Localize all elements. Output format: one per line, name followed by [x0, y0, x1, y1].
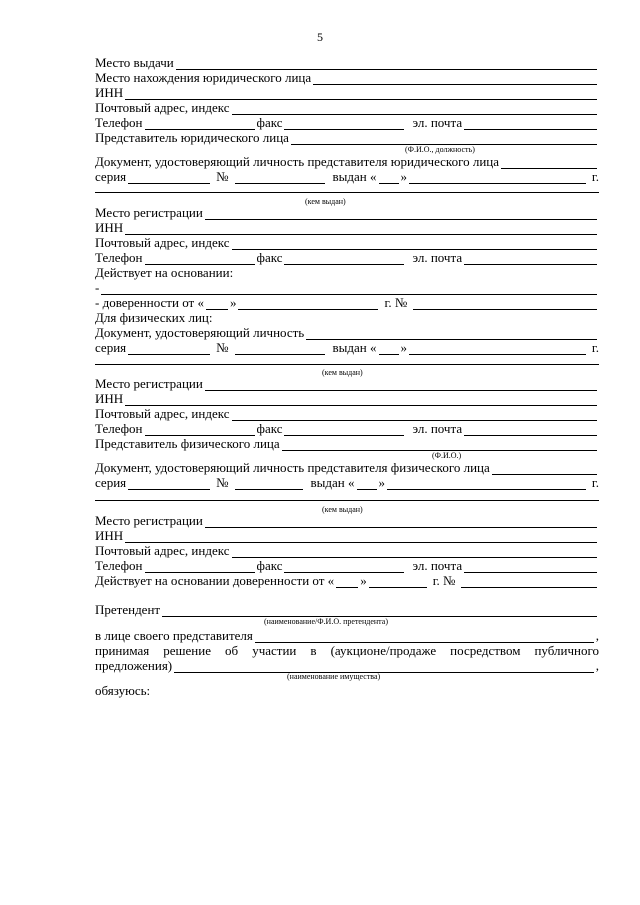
phone-field[interactable]: [145, 119, 255, 130]
ind-fax-field[interactable]: [284, 425, 404, 436]
ind-poa-label: Действует на основании доверенности от «: [95, 573, 335, 588]
email-field[interactable]: [464, 119, 597, 130]
ind-phone2-field[interactable]: [145, 562, 255, 573]
ind-postal-row: [95, 407, 599, 421]
ind-poa-number-field[interactable]: [461, 577, 597, 588]
representative-label: Представитель юридического лица: [95, 130, 289, 145]
ind-series-field[interactable]: [128, 344, 210, 355]
undertake-label: обязуюсь:: [95, 683, 151, 698]
ind-rep-label: Представитель физического лица: [95, 436, 280, 451]
ind-issued-day-field[interactable]: [379, 344, 399, 355]
page-number: 5: [317, 30, 323, 44]
rep-caption: (Ф.И.О., должность): [405, 145, 475, 154]
issued-label: выдан «: [332, 169, 377, 184]
ind-series2-field[interactable]: [128, 479, 210, 490]
ind-issued-close: »: [400, 340, 408, 355]
ind-phone-field[interactable]: [145, 425, 255, 436]
place-of-issue-label: Место выдачи: [95, 55, 174, 70]
ind-postal2-row: [95, 544, 599, 558]
applicant-caption: (наименование/Ф.И.О. претендента): [264, 617, 388, 626]
ind-series2-row: [95, 476, 599, 490]
applicant-field[interactable]: [162, 606, 597, 617]
ind-issued-by2-line[interactable]: [95, 500, 599, 501]
phone2-field[interactable]: [145, 254, 255, 265]
offer-comma: ,: [595, 658, 599, 673]
ind-series-row: [95, 341, 599, 355]
ind-doc-field[interactable]: [306, 329, 597, 340]
offer-row: [95, 659, 599, 673]
issued-date-field[interactable]: [409, 173, 586, 184]
ind-issued2-day-field[interactable]: [357, 479, 377, 490]
representative-row: [95, 131, 599, 145]
inn-row: [95, 86, 599, 100]
ind-inn-field[interactable]: [125, 395, 597, 406]
phone2-label: Телефон: [95, 250, 143, 265]
ind-inn-row: [95, 392, 599, 406]
ind-doc-row: [95, 326, 599, 340]
ind-email2-label: эл. почта: [412, 558, 463, 573]
inn2-field[interactable]: [125, 224, 597, 235]
ind-reg-label: Место регистрации: [95, 376, 203, 391]
ind-rep-row: [95, 437, 599, 451]
place-of-issue-field[interactable]: [176, 59, 597, 70]
email-label: эл. почта: [412, 115, 463, 130]
ind-reg-field[interactable]: [205, 380, 597, 391]
ind-phone-row: [95, 422, 599, 436]
property-field[interactable]: [174, 662, 594, 673]
inn2-label: ИНН: [95, 220, 124, 235]
basis-dash: -: [95, 280, 100, 295]
ind-fax-label: факс: [256, 421, 283, 436]
ind-year2-label: г.: [591, 475, 599, 490]
inn-label: ИНН: [95, 85, 124, 100]
postal2-label: Почтовый адрес, индекс: [95, 235, 230, 250]
ind-email-label: эл. почта: [412, 421, 463, 436]
location-row: [95, 71, 599, 85]
ind-issued2-label: выдан «: [310, 475, 355, 490]
postal2-row: [95, 236, 599, 250]
postal-field[interactable]: [232, 104, 598, 115]
num-label: №: [216, 169, 229, 184]
basis-dash-row: [95, 281, 599, 295]
postal-row: [95, 101, 599, 115]
num-field[interactable]: [235, 173, 325, 184]
decision-text: принимая решение об участии в (аукционе/продаже посредством публичного: [95, 643, 599, 658]
series-row: [95, 170, 599, 184]
ind-phone-label: Телефон: [95, 421, 143, 436]
ind-poa-row: [95, 574, 599, 588]
ind-fax2-label: факс: [256, 558, 283, 573]
ind-num2-label: №: [216, 475, 229, 490]
ind-rep-doc-field[interactable]: [492, 464, 597, 475]
ind-issued-label: выдан «: [332, 340, 377, 355]
ind-poa-day-field[interactable]: [336, 577, 358, 588]
fax-label: факс: [256, 115, 283, 130]
series-label: серия: [95, 169, 127, 184]
applicant-label: Претендент: [95, 602, 161, 617]
ind-inn2-field[interactable]: [125, 532, 597, 543]
phone-row: [95, 116, 599, 130]
fax-field[interactable]: [284, 119, 404, 130]
ind-issued-by2-caption: (кем выдан): [322, 505, 363, 514]
ind-poa-date-field[interactable]: [369, 577, 427, 588]
representative-field[interactable]: [291, 134, 597, 145]
offer-label: предложения): [95, 658, 173, 673]
phone-label: Телефон: [95, 115, 143, 130]
reg-label: Место регистрации: [95, 205, 203, 220]
email2-label: эл. почта: [412, 250, 463, 265]
ind-issued-by-caption: (кем выдан): [322, 368, 363, 377]
poa-label: - доверенности от «: [95, 295, 204, 310]
place-of-issue-row: [95, 56, 599, 70]
ind-reg2-row: [95, 514, 599, 528]
issued-day-field[interactable]: [379, 173, 399, 184]
poa-number-field[interactable]: [413, 299, 597, 310]
in-person-row: [95, 629, 599, 643]
phone2-row: [95, 251, 599, 265]
reg-field[interactable]: [205, 209, 597, 220]
ind-num2-field[interactable]: [235, 479, 303, 490]
email2-field[interactable]: [464, 254, 597, 265]
postal2-field[interactable]: [232, 239, 598, 250]
ind-num-field[interactable]: [235, 344, 325, 355]
acts-basis-row: [95, 266, 599, 280]
ind-issued2-date-field[interactable]: [387, 479, 586, 490]
ind-inn-label: ИНН: [95, 391, 124, 406]
in-person-label: в лице своего представителя: [95, 628, 253, 643]
postal-label: Почтовый адрес, индекс: [95, 100, 230, 115]
in-person-field[interactable]: [255, 632, 594, 643]
ind-phone2-label: Телефон: [95, 558, 143, 573]
ind-doc-label: Документ, удостоверяющий личность: [95, 325, 305, 340]
poa-row: [95, 296, 599, 310]
ind-issued-date-field[interactable]: [409, 344, 586, 355]
inn2-row: [95, 221, 599, 235]
inn-field[interactable]: [125, 89, 597, 100]
ind-fax2-field[interactable]: [284, 562, 404, 573]
location-label: Место нахождения юридического лица: [95, 70, 312, 85]
ind-issued2-close: »: [378, 475, 386, 490]
ind-rep-doc-label: Документ, удостоверяющий личность представителя физического лица: [95, 460, 490, 475]
ind-reg2-label: Место регистрации: [95, 513, 203, 528]
ind-postal-field[interactable]: [232, 410, 598, 421]
basis-field[interactable]: [101, 284, 597, 295]
issued-close: »: [400, 169, 408, 184]
year-label: г.: [591, 169, 599, 184]
property-caption: (наименование имущества): [287, 672, 381, 681]
ind-postal-label: Почтовый адрес, индекс: [95, 406, 230, 421]
ind-reg2-field[interactable]: [205, 517, 597, 528]
ind-series2-label: серия: [95, 475, 127, 490]
individual-header-row: [95, 311, 599, 325]
ind-poa-year-label: г. №: [432, 573, 456, 588]
fax2-field[interactable]: [284, 254, 404, 265]
in-person-comma: ,: [595, 628, 599, 643]
fax2-label: факс: [256, 250, 283, 265]
ind-email-field[interactable]: [464, 425, 597, 436]
ind-postal2-label: Почтовый адрес, индекс: [95, 543, 230, 558]
poa-day-field[interactable]: [206, 299, 228, 310]
applicant-row: [95, 603, 599, 617]
undertake-row: [95, 684, 599, 698]
ind-email2-field[interactable]: [464, 562, 597, 573]
issued-by-caption: (кем выдан): [305, 197, 346, 206]
ind-postal2-field[interactable]: [232, 547, 598, 558]
ind-num-label: №: [216, 340, 229, 355]
doc-label: Документ, удостоверяющий личность представителя юридического лица: [95, 154, 500, 169]
issued-by-line[interactable]: [95, 192, 599, 193]
ind-issued-by-line[interactable]: [95, 364, 599, 365]
ind-reg-row: [95, 377, 599, 391]
series-field[interactable]: [128, 173, 210, 184]
ind-poa-close: »: [360, 573, 367, 588]
poa-date-field[interactable]: [238, 299, 378, 310]
individual-header: Для физических лиц:: [95, 310, 213, 325]
location-field[interactable]: [313, 74, 597, 85]
ind-rep-doc-row: [95, 461, 599, 475]
poa-close: »: [229, 295, 237, 310]
ind-series-label: серия: [95, 340, 127, 355]
ind-phone2-row: [95, 559, 599, 573]
acts-basis-label: Действует на основании:: [95, 265, 234, 280]
reg-row: [95, 206, 599, 220]
poa-year-label: г. №: [384, 295, 408, 310]
ind-inn2-label: ИНН: [95, 528, 124, 543]
ind-inn2-row: [95, 529, 599, 543]
ind-rep-field[interactable]: [282, 440, 597, 451]
ind-rep-caption: (Ф.И.О.): [432, 451, 462, 460]
ind-year-label: г.: [591, 340, 599, 355]
doc-field[interactable]: [501, 158, 597, 169]
doc-row: [95, 155, 599, 169]
